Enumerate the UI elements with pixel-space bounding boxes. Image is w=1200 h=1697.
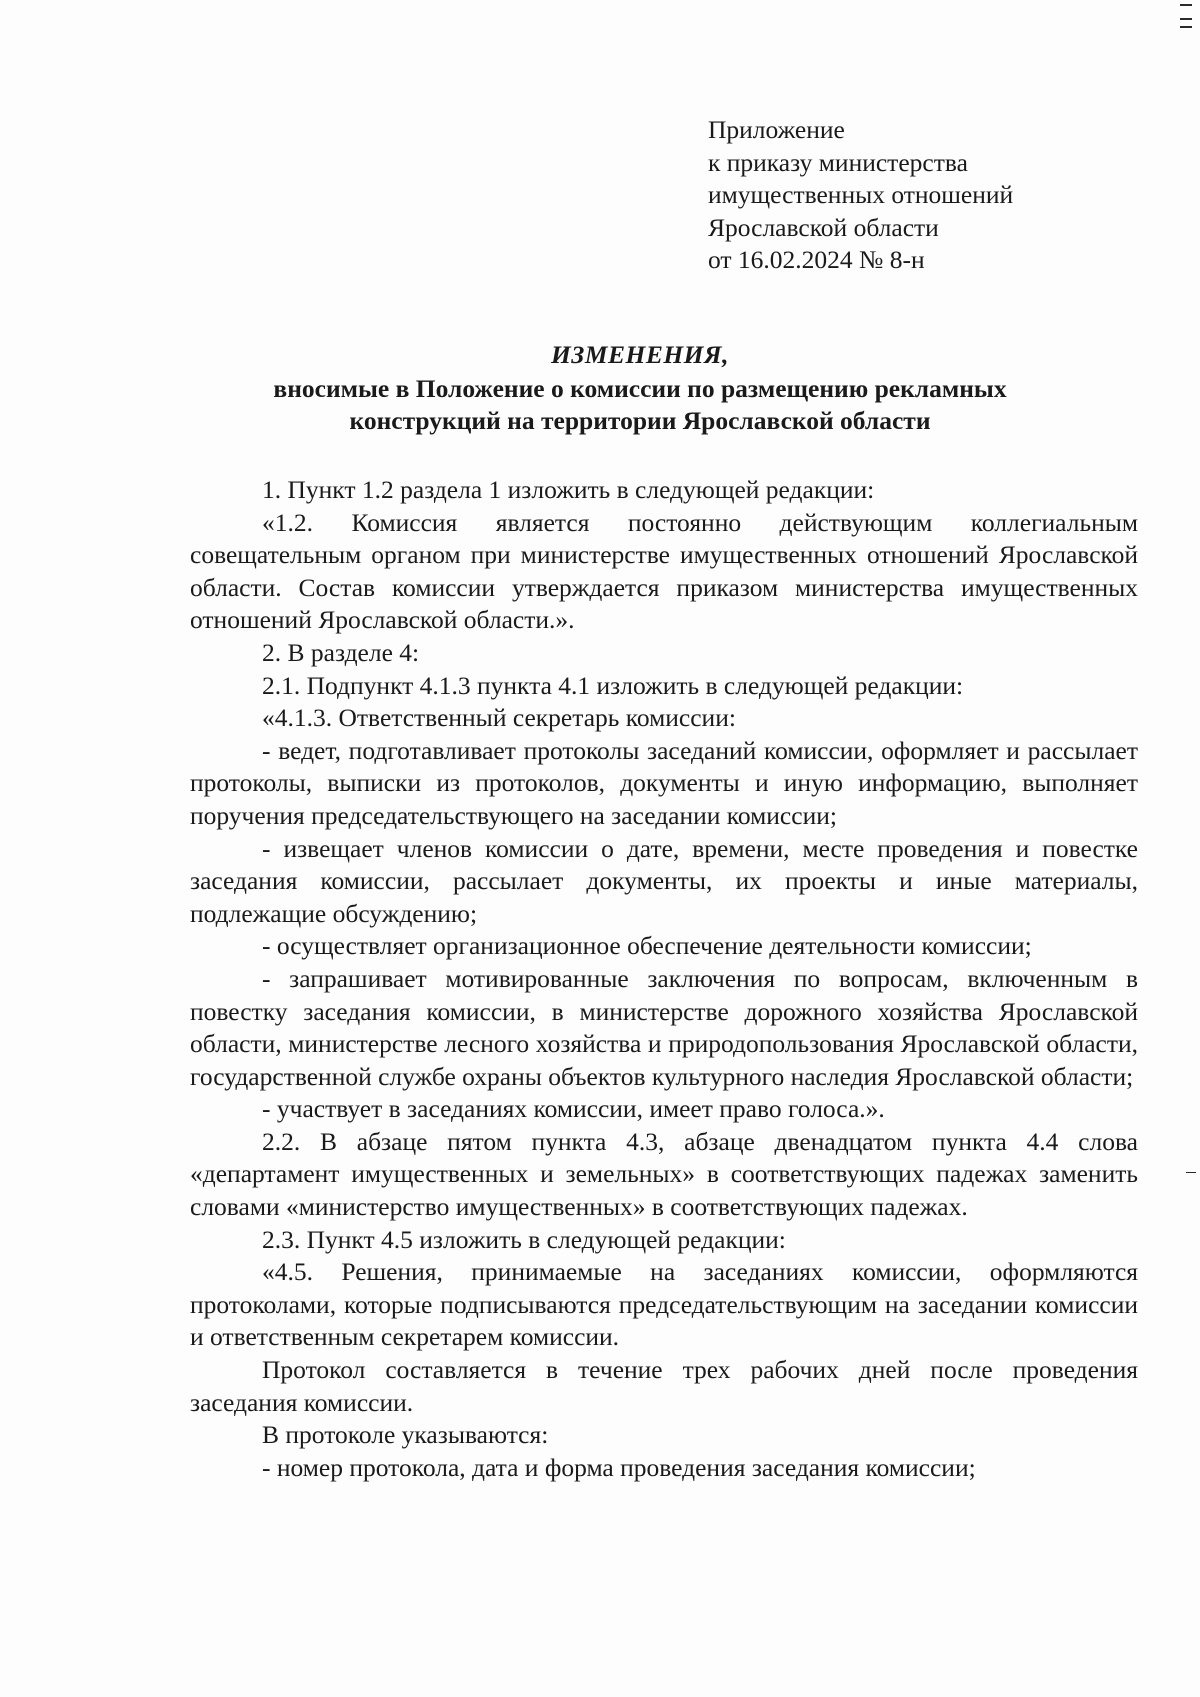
scan-mark [1186, 1172, 1196, 1173]
paragraph: 1. Пункт 1.2 раздела 1 изложить в следующей редакции: [262, 475, 875, 504]
document-title: ИЗМЕНЕНИЯ, [551, 340, 729, 369]
scan-mark [1180, 26, 1192, 28]
paragraph: «4.1.3. Ответственный секретарь комиссии: [262, 703, 736, 733]
scan-mark [1180, 4, 1192, 6]
appendix-line: от 16.02.2024 № 8-н [708, 245, 925, 274]
paragraph: 2.2. В абзаце пятом пункта 4.3, абзаце двенадцатом пункта 4.4 слова «департамент имущественных и земельных» в соответствующих падежах заменить словами «министерство имущественных» в соответствующих падежах. [190, 1126, 1138, 1222]
appendix-line: к приказу министерства [708, 147, 968, 177]
paragraph: - участвует в заседаниях комиссии, имеет право голоса.». [262, 1094, 885, 1124]
subtitle-line: вносимые в Положение о комиссии по размещению рекламных [273, 374, 1007, 403]
paragraph: - запрашивает мотивированные заключения по вопросам, включенным в повестку заседания комиссии, в министерстве дорожного хозяйства Ярославской области, министерстве лесного хозяйства и природопользования Ярославской области, государственной службе охраны объектов культурного наследия Ярославской области; [190, 963, 1138, 1091]
paragraph: - извещает членов комиссии о дате, времени, месте проведения и повестке заседания комиссии, рассылает документы, их проекты и иные материалы, подлежащие обсуждению; [190, 833, 1138, 928]
appendix-line: Ярославской области [708, 212, 939, 242]
document-subtitle [190, 373, 1090, 437]
paragraph: 2.3. Пункт 4.5 изложить в следующей редакции: [262, 1224, 786, 1254]
paragraph: - ведет, подготавливает протоколы заседаний комиссии, оформляет и рассылает протоколы, выписки из протоколов, документы и иную информацию, выполняет поручения председательствующего на заседании комиссии; [190, 735, 1138, 830]
paragraph: Протокол составляется в течение трех рабочих дней после проведения заседания комиссии. [190, 1355, 1138, 1417]
subtitle-line: конструкций на территории Ярославской области [349, 406, 931, 435]
appendix-line: Приложение [708, 115, 845, 144]
scan-mark [1180, 18, 1192, 20]
paragraph: - осуществляет организационное обеспечение деятельности комиссии; [262, 931, 1032, 961]
paragraph: «1.2. Комиссия является постоянно действующим коллегиальным совещательным органом при министерстве имущественных отношений Ярославской области. Состав комиссии утверждается приказом министерства имущественных отношений Ярославской области.». [190, 507, 1138, 635]
paragraph: - номер протокола, дата и форма проведения заседания комиссии; [262, 1452, 976, 1482]
paragraph: 2.1. Подпункт 4.1.3 пункта 4.1 изложить в следующей редакции: [262, 670, 964, 700]
paragraph: 2. В разделе 4: [262, 637, 420, 667]
paragraph: В протоколе указываются: [262, 1420, 549, 1450]
appendix-block [708, 114, 1013, 277]
paragraph: «4.5. Решения, принимаемые на заседаниях комиссии, оформляются протоколами, которые подписываются председательствующим на заседании комиссии и ответственным секретарем комиссии. [190, 1257, 1138, 1352]
appendix-line: имущественных отношений [708, 180, 1014, 209]
document-body [190, 474, 1138, 1484]
